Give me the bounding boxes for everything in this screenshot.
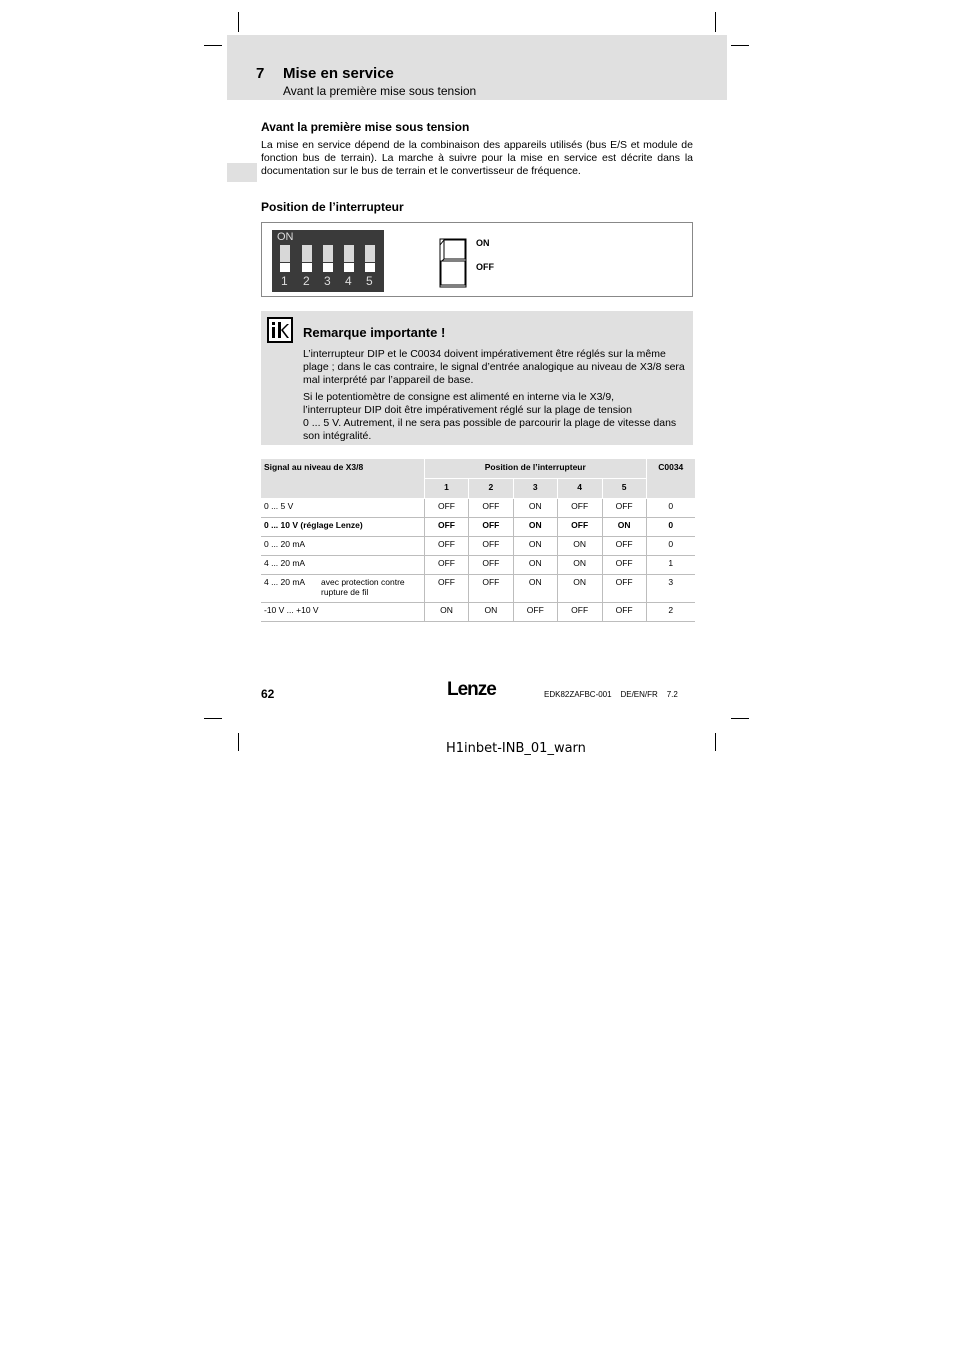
- cell-signal-text: 4 ... 20 mA: [264, 577, 306, 587]
- cell-s2: OFF: [468, 556, 513, 575]
- intro-paragraph: La mise en service dépend de la combinaison des appareils utilisés (bus E/S et module de fonction bus de terrain). La marche à suivre pour la mise en service est décrite dans la documentation sur le bus de terrain et le convertisseur de fréquence.: [261, 139, 693, 177]
- dip-switch-3: [323, 245, 333, 272]
- cell-s2: OFF: [468, 499, 513, 518]
- dip-switch-2: [302, 245, 312, 272]
- dip-switch-1: [280, 245, 290, 272]
- note-line: Si le potentiomètre de consigne est alimenté en interne via le X3/9,: [303, 391, 615, 403]
- crop-mark: [715, 733, 716, 751]
- side-marker: [227, 163, 257, 182]
- cell-signal: 0 ... 5 V: [261, 499, 425, 518]
- dip-switch-illustration: [272, 230, 384, 292]
- cell-s3: OFF: [513, 603, 557, 622]
- cell-s5: OFF: [602, 537, 646, 556]
- table-row: [261, 518, 695, 537]
- chapter-number: 7: [256, 65, 265, 82]
- crop-mark: [715, 12, 716, 32]
- info-icon: [267, 317, 293, 343]
- dip-number: 1: [281, 274, 288, 288]
- cell-c0034: 0: [646, 518, 695, 537]
- table-row: [261, 556, 695, 575]
- document-reference: EDK82ZAFBC-001 DE/EN/FR 7.2: [544, 690, 678, 699]
- note-line: son intégralité.: [303, 430, 372, 442]
- section-heading: Avant la première mise sous tension: [261, 120, 470, 134]
- crop-mark: [238, 12, 239, 32]
- dip-switch-5: [365, 245, 375, 272]
- header-switch-1: 1: [425, 479, 469, 499]
- crop-mark: [204, 45, 222, 46]
- table-row: [261, 537, 695, 556]
- cell-s5: OFF: [602, 603, 646, 622]
- table-row: [261, 499, 695, 518]
- cell-s3: ON: [513, 537, 557, 556]
- header-c0034: C0034: [646, 459, 695, 499]
- chapter-subtitle: Avant la première mise sous tension: [283, 84, 477, 98]
- dip-switch-4: [344, 245, 354, 272]
- cell-s2: OFF: [468, 537, 513, 556]
- cell-c0034: 0: [646, 499, 695, 518]
- cell-s5: ON: [602, 518, 646, 537]
- header-switch-4: 4: [557, 479, 602, 499]
- cell-s2: OFF: [468, 518, 513, 537]
- cell-s1: OFF: [425, 499, 469, 518]
- cell-s3: ON: [513, 518, 557, 537]
- cell-s2: OFF: [468, 575, 513, 603]
- cell-s3: ON: [513, 499, 557, 518]
- section-heading: Position de l’interrupteur: [261, 200, 404, 214]
- cell-s1: OFF: [425, 556, 469, 575]
- cell-signal: 0 ... 10 V (réglage Lenze): [261, 518, 425, 537]
- table-row: [261, 575, 695, 603]
- cell-signal-extra: avec protection contre rupture de fil: [321, 577, 405, 597]
- cell-signal: -10 V ... +10 V: [261, 603, 425, 622]
- image-caption: H1inbet-INB_01_warn: [446, 741, 586, 756]
- cell-c0034: 2: [646, 603, 695, 622]
- cell-s4: ON: [557, 537, 602, 556]
- cell-signal: 0 ... 20 mA: [261, 537, 425, 556]
- cell-s2: ON: [468, 603, 513, 622]
- cell-s4: ON: [557, 575, 602, 603]
- note-line: 0 ... 5 V. Autrement, il ne sera pas possible de parcourir la plage de vitesse dans: [303, 417, 677, 429]
- cell-s1: ON: [425, 603, 469, 622]
- table-header-row: [261, 459, 695, 479]
- cell-s1: OFF: [425, 518, 469, 537]
- toggle-off-label: OFF: [476, 262, 494, 272]
- cell-s5: OFF: [602, 556, 646, 575]
- dip-number: 5: [366, 274, 373, 288]
- crop-mark: [731, 45, 749, 46]
- table-row: [261, 603, 695, 622]
- cell-s4: OFF: [557, 603, 602, 622]
- cell-signal: [261, 575, 425, 603]
- dip-number: 2: [303, 274, 310, 288]
- page-number: 62: [261, 687, 275, 701]
- header-switch-3: 3: [513, 479, 557, 499]
- cell-s4: OFF: [557, 499, 602, 518]
- header-position: Position de l’interrupteur: [425, 459, 647, 479]
- toggle-on-label: ON: [476, 238, 490, 248]
- cell-s5: OFF: [602, 499, 646, 518]
- dip-number: 3: [324, 274, 331, 288]
- cell-s5: OFF: [602, 575, 646, 603]
- cell-s1: OFF: [425, 575, 469, 603]
- header-switch-5: 5: [602, 479, 646, 499]
- cell-s3: ON: [513, 556, 557, 575]
- cell-s4: ON: [557, 556, 602, 575]
- toggle-switch-icon: [436, 237, 470, 291]
- note-line: l’interrupteur DIP doit être impérativement réglé sur la plage de tension: [303, 404, 632, 416]
- dip-on-label: ON: [277, 231, 294, 243]
- note-title: Remarque importante !: [303, 325, 446, 340]
- crop-mark: [731, 718, 749, 719]
- cell-c0034: 3: [646, 575, 695, 603]
- note-paragraph: L’interrupteur DIP et le C0034 doivent impérativement être réglés sur la même plage ; dans le cas contraire, le signal d’entrée analogique au niveau de X3/8 sera mal interprété par l’appareil de base.: [303, 348, 685, 386]
- cell-s1: OFF: [425, 537, 469, 556]
- chapter-title: Mise en service: [283, 65, 394, 82]
- header-switch-2: 2: [468, 479, 513, 499]
- switch-table: [261, 459, 695, 622]
- cell-c0034: 0: [646, 537, 695, 556]
- cell-signal: 4 ... 20 mA: [261, 556, 425, 575]
- lenze-logo: Lenze: [447, 679, 496, 700]
- crop-mark: [204, 718, 222, 719]
- header-signal: Signal au niveau de X3/8: [261, 459, 425, 499]
- cell-c0034: 1: [646, 556, 695, 575]
- crop-mark: [238, 733, 239, 751]
- dip-number: 4: [345, 274, 352, 288]
- cell-s3: ON: [513, 575, 557, 603]
- cell-s4: OFF: [557, 518, 602, 537]
